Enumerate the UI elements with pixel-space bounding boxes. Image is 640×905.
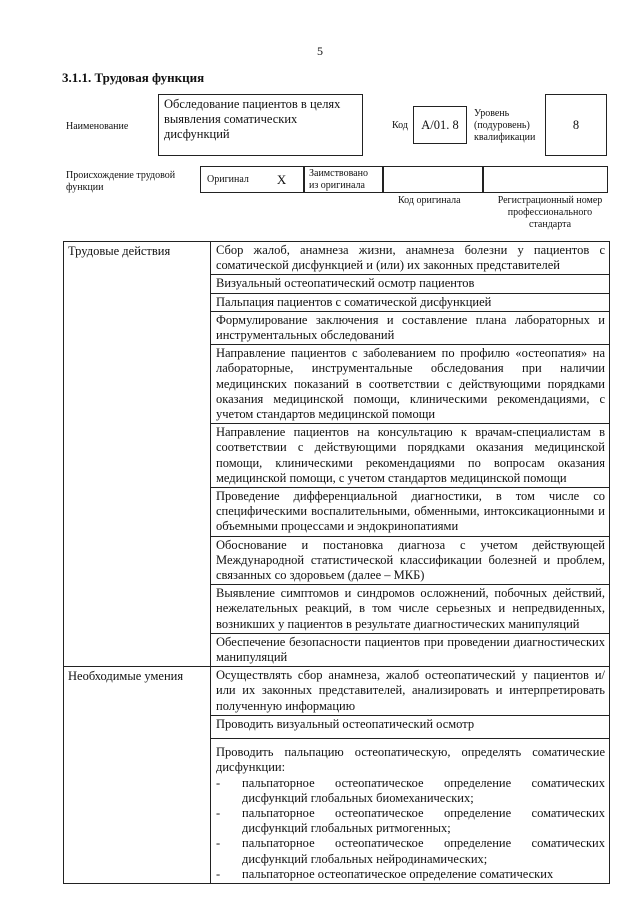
- level-label: Уровень (подуровень) квалификации: [474, 108, 536, 143]
- palpation-sub-text: пальпаторное остеопатическое определение соматических дисфункций глобальных ритмогенных;: [242, 805, 605, 836]
- palpation-sub-text: пальпаторное остеопатическое определение соматических дисфункций глобальных нейродинамических;: [242, 836, 605, 866]
- list-item: Визуальный остеопатический осмотр пациентов: [211, 275, 609, 293]
- palpation-sub-text: пальпаторное остеопатическое определение соматических: [242, 866, 554, 881]
- dash-marker: -: [216, 866, 221, 881]
- section-title: 3.1.1. Трудовая функция: [62, 70, 205, 85]
- code-value: А/01. 8: [421, 117, 459, 132]
- list-item: Сбор жалоб, анамнеза жизни, анамнеза болезни у пациентов с соматической дисфункцией и (или) их законных представителей: [211, 242, 609, 275]
- reg-number-caption: Регистрационный номер профессионального стандарта: [497, 195, 603, 230]
- original-cell: [200, 166, 304, 193]
- list-item: Выявление симптомов и синдромов осложнений, побочных действий, нежелательных реакций, в том числе серьезных и непредвиденных, возникших у пациентов в результате диагностических манипуляций: [211, 585, 609, 634]
- borrowed-cell: [304, 166, 383, 193]
- palpation-item: [211, 739, 609, 883]
- name-label: Наименование: [66, 121, 129, 132]
- palpation-sub: [216, 867, 605, 882]
- level-value: 8: [572, 117, 580, 132]
- list-item: Проведение дифференциальной диагностики, в том числе со специфическими воспалительными, обменными, интоксикационными и объемными процессами и эндокринопатиями: [211, 488, 609, 537]
- code-original-caption: Код оригинала: [398, 195, 461, 206]
- skills-row: [64, 667, 610, 884]
- list-item: Обеспечение безопасности пациентов при проведении диагностических манипуляций: [216, 634, 605, 665]
- function-name-value: Обследование пациентов в целях выявления соматических дисфункций: [164, 97, 341, 141]
- code-label: Код: [392, 120, 408, 131]
- original-label: Оригинал: [207, 173, 249, 185]
- list-item: Проводить визуальный остеопатический осмотр: [211, 716, 609, 739]
- skills-cell: [211, 667, 610, 884]
- list-item: Осуществлять сбор анамнеза, жалоб остеопатический у пациентов и/или их законных представителей, анализировать и интерпретировать полученную информацию: [211, 667, 609, 716]
- list-item: Обоснование и постановка диагноза с учетом действующей Международной статистической классификации болезней и проблем, связанных со здоровьем (далее – МКБ): [211, 537, 609, 586]
- palpation-sub: [216, 806, 605, 836]
- origin-grid: [200, 166, 608, 193]
- labor-actions-row: [64, 242, 610, 667]
- reg-number-cell: [483, 166, 608, 193]
- palpation-sub-text: пальпаторное остеопатическое определение соматических дисфункций глобальных биомеханических;: [242, 775, 605, 805]
- page-number: 5: [317, 44, 323, 58]
- list-item: Пальпация пациентов с соматической дисфункцией: [211, 294, 609, 312]
- origin-label: Происхождение трудовой функции: [66, 170, 176, 193]
- list-item: Направление пациентов с заболеванием по профилю «остеопатия» на лабораторные, инструментальные обследования при наличии медицинских показаний в соответствии с действующими порядками оказания медицинской помощи, клиническими рекомендациями, с учетом стандартов медицинской помощи: [211, 345, 609, 424]
- code-original-cell: [383, 166, 483, 193]
- borrowed-label: Заимствовано из оригинала: [309, 168, 368, 191]
- functions-table: [63, 241, 610, 884]
- dash-marker: -: [216, 805, 221, 820]
- labor-actions-title: Трудовые действия: [64, 242, 211, 667]
- function-name-box: [158, 94, 363, 156]
- palpation-sub: [216, 776, 605, 806]
- labor-actions-cell: [211, 242, 610, 667]
- level-box: [545, 94, 607, 156]
- dash-marker: -: [216, 775, 221, 790]
- dash-marker: -: [216, 836, 221, 851]
- code-box: [413, 106, 467, 144]
- original-mark: Х: [276, 171, 287, 187]
- skills-title: Необходимые умения: [64, 667, 211, 884]
- list-item: Формулирование заключения и составление плана лабораторных и инструментальных обследований: [211, 312, 609, 345]
- palpation-intro: Проводить пальпацию остеопатическую, определять соматические дисфункции:: [216, 745, 605, 775]
- palpation-sub: [216, 836, 605, 866]
- list-item: Направление пациентов на консультацию к врачам-специалистам в соответствии с действующими порядками оказания медицинской помощи, клиническими рекомендациями по вопросам оказания медицинской помощи, с учетом стандартов медицинской помощи: [211, 424, 609, 488]
